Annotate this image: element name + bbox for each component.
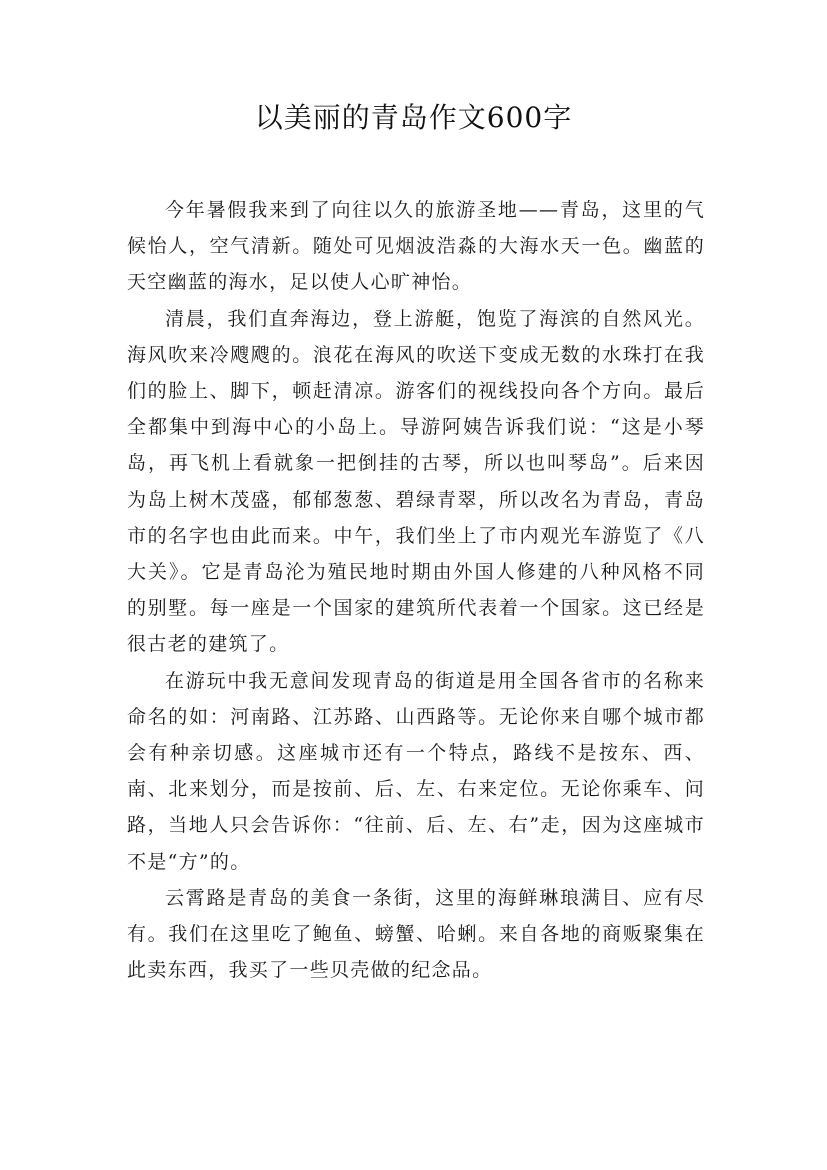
paragraph-3: 在游玩中我无意间发现青岛的街道是用全国各省市的名称来命名的如：河南路、江苏路、山西路等。无论你来自哪个城市都会有种亲切感。这座城市还有一个特点，路线不是按东、西、南、北来划分，而是按前、后、左、右来定位。无论你乘车、问路，当地人只会告诉你：“往前、后、左、右”走，因为这座城市不是“方”的。 xyxy=(127,669,705,873)
paragraph-1: 今年暑假我来到了向往以久的旅游圣地——青岛，这里的气候怡人，空气清新。随处可见烟波浩淼的大海水天一色。幽蓝的天空幽蓝的海水，足以使人心旷神怡。 xyxy=(127,199,705,294)
page-title: 以美丽的青岛作文600字 xyxy=(254,101,573,134)
paragraph-2: 清晨，我们直奔海边，登上游艇，饱览了海滨的自然风光。海风吹来冷飕飕的。浪花在海风的吹送下变成无数的水珠打在我们的脸上、脚下，顿赶清凉。游客们的视线投向各个方向。最后全都集中到海中心的小岛上。导游阿姨告诉我们说：“这是小琴岛，再飞机上看就象一把倒挂的古琴，所以也叫琴岛”。后来因为岛上树木茂盛，郁郁葱葱、碧绿青翠，所以改名为青岛，青岛市的名字也由此而来。中午，我们坐上了市内观光车游览了《八大关》。它是青岛沦为殖民地时期由外国人修建的八种风格不同的别墅。每一座是一个国家的建筑所代表着一个国家。这已经是很古老的建筑了。 xyxy=(127,307,705,656)
paragraph-4: 云霄路是青岛的美食一条街，这里的海鲜琳琅满目、应有尽有。我们在这里吃了鲍鱼、螃蟹、哈蜊。来自各地的商贩聚集在此卖东西，我买了一些贝壳做的纪念品。 xyxy=(127,886,705,982)
article-body xyxy=(127,192,705,988)
